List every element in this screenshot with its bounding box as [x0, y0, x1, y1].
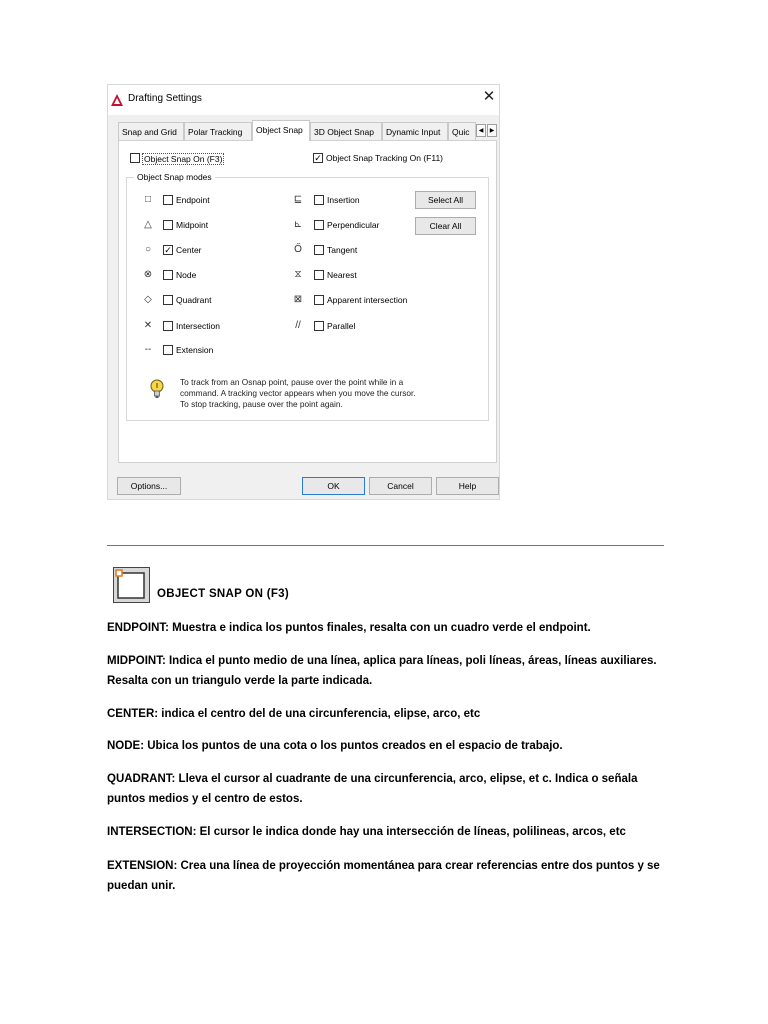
- midpoint-marker-icon: △: [144, 219, 152, 230]
- parallel-marker-icon: //: [295, 320, 301, 331]
- tab-scroll-left-icon[interactable]: ◀: [476, 124, 486, 137]
- center-checkbox[interactable]: ✓: [164, 245, 172, 255]
- intersection-label: Intersection: [176, 321, 220, 331]
- quadrant-label: Quadrant: [176, 295, 212, 305]
- insertion-label: Insertion: [327, 195, 360, 205]
- endpoint-label: Endpoint: [176, 195, 210, 205]
- object-snap-tracking-label: Object Snap Tracking On (F11): [326, 153, 444, 163]
- insertion-marker-icon: ⊑: [293, 194, 303, 205]
- tab-strip: [118, 122, 500, 140]
- help-button[interactable]: Help: [436, 477, 499, 495]
- section-heading: OBJECT SNAP ON (F3): [157, 588, 290, 600]
- tab-3d-object-snap[interactable]: 3D Object Snap: [310, 122, 382, 140]
- object-snap-on-label: Object Snap On (F3): [144, 154, 223, 164]
- intersection-marker-icon: ✕: [143, 320, 153, 331]
- paragraph-midpoint: MIDPOINT: Indica el punto medio de una línea, aplica para líneas, poli líneas, áreas, líneas auxiliares. Resalta con un triangulo verde la parte indicada.: [107, 655, 657, 687]
- tip-line: command. A tracking vector appears when you move the cursor.: [180, 388, 416, 398]
- midpoint-label: Midpoint: [176, 220, 209, 230]
- paragraph-intersection: INTERSECTION: El cursor le indica donde hay una intersección de líneas, polilineas, arcos, etc: [107, 826, 626, 838]
- nearest-label: Nearest: [327, 270, 357, 280]
- midpoint-checkbox[interactable]: [163, 220, 173, 230]
- extension-label: Extension: [176, 345, 214, 355]
- tab-scroll-right-icon[interactable]: ▶: [487, 124, 497, 137]
- tab-polar-tracking[interactable]: Polar Tracking: [184, 122, 252, 140]
- tab-object-snap[interactable]: Object Snap: [252, 120, 310, 141]
- quadrant-checkbox[interactable]: [163, 295, 173, 305]
- lightbulb-icon: [150, 379, 164, 401]
- options-button[interactable]: Options...: [117, 477, 181, 495]
- tab-quick-properties[interactable]: Quic: [448, 122, 476, 140]
- tab-dynamic-input[interactable]: Dynamic Input: [382, 122, 448, 140]
- paragraph-endpoint: ENDPOINT: Muestra e indica los puntos finales, resalta con un cuadro verde el endpoint.: [107, 622, 591, 634]
- node-label: Node: [176, 270, 197, 280]
- intersection-checkbox[interactable]: [163, 321, 173, 331]
- paragraph-quadrant: QUADRANT: Lleva el cursor al cuadrante de una circunferencia, arco, elipse, et c. Indica o señala puntos medios y el centro de estos.: [107, 773, 638, 805]
- extension-checkbox[interactable]: [163, 345, 173, 355]
- close-icon[interactable]: ✕: [482, 88, 496, 105]
- object-snap-on-checkbox[interactable]: [130, 153, 140, 163]
- object-snap-tracking-checkbox[interactable]: ✓: [314, 153, 322, 163]
- center-label: Center: [176, 245, 202, 255]
- cancel-button[interactable]: Cancel: [369, 477, 432, 495]
- tip-line: To track from an Osnap point, pause over the point while in a: [180, 377, 404, 387]
- divider-line: [107, 545, 664, 546]
- parallel-checkbox[interactable]: [314, 321, 324, 331]
- nearest-checkbox[interactable]: [314, 270, 324, 280]
- paragraph-center: CENTER: indica el centro del de una circunferencia, elipse, arco, etc: [107, 708, 481, 720]
- perpendicular-label: Perpendicular: [327, 220, 380, 230]
- autocad-app-icon: [110, 93, 124, 107]
- apparent-intersection-checkbox[interactable]: [314, 295, 324, 305]
- object-snap-toggle-icon: [113, 567, 150, 603]
- quadrant-marker-icon: ◇: [144, 294, 152, 305]
- tab-snap-and-grid[interactable]: Snap and Grid: [118, 122, 184, 140]
- dialog-title: Drafting Settings: [128, 93, 202, 104]
- endpoint-checkbox[interactable]: [163, 195, 173, 205]
- node-marker-icon: ⊗: [143, 269, 153, 280]
- paragraph-node: NODE: Ubica los puntos de una cota o los puntos creados en el espacio de trabajo.: [107, 740, 563, 752]
- center-marker-icon: ○: [144, 244, 152, 255]
- tangent-checkbox[interactable]: [314, 245, 324, 255]
- title-bar: [108, 85, 499, 115]
- endpoint-marker-icon: □: [144, 194, 152, 205]
- tip-line: To stop tracking, pause over the point again.: [180, 399, 343, 409]
- perpendicular-marker-icon: ⊾: [293, 219, 303, 230]
- tangent-label: Tangent: [327, 245, 358, 255]
- clear-all-button[interactable]: Clear All: [415, 217, 476, 235]
- nearest-marker-icon: ⧖: [294, 269, 302, 280]
- tracking-tip: [180, 377, 480, 410]
- object-snap-modes-title: Object Snap modes: [134, 172, 215, 182]
- perpendicular-checkbox[interactable]: [314, 220, 324, 230]
- paragraph-extension: EXTENSION: Crea una línea de proyección momentánea para crear referencias entre dos puntos y se puedan unir.: [107, 860, 660, 892]
- apparent-intersection-marker-icon: ⊠: [293, 294, 303, 305]
- apparent-intersection-label: Apparent intersection: [327, 295, 408, 305]
- ok-button[interactable]: OK: [302, 477, 365, 495]
- tangent-marker-icon: Ő: [294, 244, 302, 255]
- drafting-settings-dialog: [107, 84, 500, 500]
- node-checkbox[interactable]: [163, 270, 173, 280]
- extension-marker-icon: --: [144, 344, 152, 355]
- insertion-checkbox[interactable]: [314, 195, 324, 205]
- select-all-button[interactable]: Select All: [415, 191, 476, 209]
- parallel-label: Parallel: [327, 321, 356, 331]
